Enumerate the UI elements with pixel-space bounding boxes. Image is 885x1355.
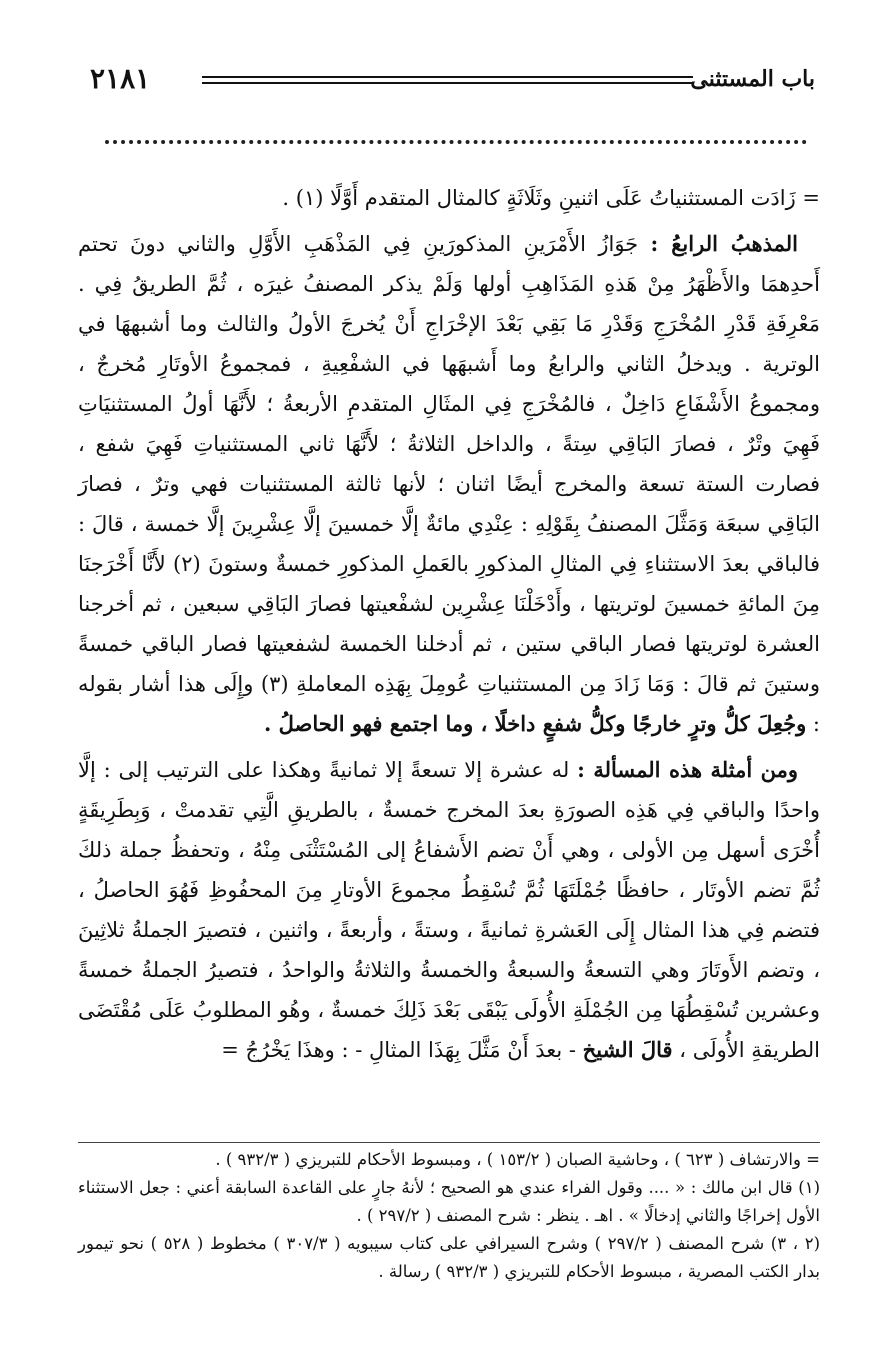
paragraph-heading: ومن أمثلة هذه المسألة : [577,757,799,782]
main-text [78,178,820,1076]
page-header [90,62,815,98]
footnote-2-3: (٢ ، ٣) شرح المصنف ( ٢٩٧/٢ ) وشرح السيرافي على كتاب سيبويه ( ٣٠٧/٣ ) مخطوط ( ٥٢٨ ) نحو تيمور بدار الكتب المصرية ، مبسوط الأحكام للتبريزي ( ٩٣٢/٣ ) رسالة . [78,1234,820,1281]
footnote-1: (١) قال ابن مالك : « .... وقول الفراء عندي هو الصحيح ؛ لأنهُ جارٍ على القاعدة السابقة أعني : جعل الاستثناء الأول إخراجًا والثاني إدخالًا » . اهـ . ينظر : شرح المصنف ( ٢٩٧/٢ ) . [78,1178,820,1225]
paragraph-text: له عشرة إلا تسعةً إلا ثمانيةً وهكذا على الترتيب إلى : إلَّا واحدًا والباقي فِي هَذِه الصورَةِ بعدَ المخرج خمسةٌ ، بالطريقِ الَّتِي تقدمتْ ، وَبِطَرِيقَةٍ أُخْرَى أسهل مِن الأولى ، وهي أَنْ تضم الأَشفاعُ إلى المُسْتَثْنَى مِنْهُ ، وتحفظُ جملة ذلكَ ثُمَّ تضم الأوتَار ، حافظًا جُمْلَتَهَا ثُمَّ تُسْقِطُ مجموعَ الأوتارِ مِنَ المحفُوظِ فَهُوَ الحاصلُ ، فتضم فِي هذا المثال إِلَى العَشرةِ ثمانيةً ، وستةً ، وأربعةً ، واثنين ، فتصيرَ الجملةُ ثلاثِينَ ، وتضم الأَوتَارَ وهي التسعةُ والسبعةُ والخمسةُ والثلاثةُ والواحدُ ، فتصيرُ الجملةُ خمسةً وعشرين تُسْقِطُهَا مِن الجُمْلَةِ الأُولَى يَبْقَى بَعْدَ ذَلِكَ خمسةٌ ، وهُو المطلوبُ عَلَى مُقْتَضَى الطريقةِ الأُولَى ، [78,758,820,1062]
header-double-rule [202,76,693,84]
sheikh-label: قالَ الشيخ [582,1037,673,1062]
page-number: ٢١٨١ [90,62,151,95]
footnotes [78,1146,820,1286]
footnote-continuation: = والارتشاف ( ٦٢٣ ) ، وحاشية الصبان ( ١٥٣/٢ ) ، ومبسوط الأحكام للتبريزي ( ٩٣٢/٣ ) . [215,1150,820,1169]
chapter-title: باب المستثنى [690,66,815,92]
footnote-divider [78,1142,820,1143]
paragraph-text: جَوَازُ الأَمْرَينِ المذكورَينِ فِي المَذْهَبِ الأَوَّلِ والثاني دونَ تحتم أَحدِهمَا والأَظْهَرُ مِنْ هَذهِ المَذَاهِبِ أولها وَلَمْ يذكر المصنفُ غيرَه ، ثُمَّ الطريقُ فِي . مَعْرِفَةِ قَدْرِ المُخْرَجِ وَقَدْرِ مَا بَقِي بَعْدَ الإخْرَاجِ أَنْ يُخرجَ الأولُ والثالث وما أشبههَا في الوترية . ويدخلُ الثاني والرابعُ وما أَشبهَها في الشفْعِيةِ ، فمجموعُ الأوتَارِ مُخرجٌ ، ومجموعُ الأَشْفَاعِ دَاخِلٌ ، فالمُخْرَجِ فِي المثَالِ المتقدمِ الأربعةُ ؛ لأَنَّهَا أولُ المستثنيَاتِ فَهِيَ وتْرٌ ، فصارَ البَاقِي سِتةً ، والداخل الثلاثةُ ؛ لأَنَّهَا ثاني المستثنياتِ فَهِيَ شفع ، فصارت الستة تسعة والمخرج أيضًا اثنان ؛ لأنها ثالثة المستثنيات فهي وترٌ ، فصارَ البَاقِي سبعَة وَمَثَّلَ المصنفُ بِقَوْلِهِ : عِنْدِي مائةٌ إلَّا خمسينَ إلَّا عِشْرِينَ إلَّا خمسة ، قالَ : فالباقي بعدَ الاستثناءِ فِي المثالِ المذكورِ بالعَملِ المذكورِ خمسةٌ وستونَ (٢) لأَنَّا أَخْرَجنَا مِنَ المائةِ خمسينَ لوتريتها ، وأَدْخَلْنَا عِشْرِين لشفْعيتها فصارَ البَاقِي سبعين ، ثم أخرجنا العشرة لوتريتها فصار الباقي ستين ، ثم أدخلنا الخمسة لشفعيتها فصار الباقي خمسةً وستينَ ثم قالَ : وَمَا زَادَ مِن المستثنياتِ عُومِلَ بِهَذِه المعاملةِ (٣) وإِلَى هذا أشار بقوله : [78,232,821,736]
verse-quote: وجُعِلَ كلُّ وترٍ خارجًا وكلُّ شفعٍ داخلًا ، وما اجتمع فهو الحاصلُ . [263,711,807,736]
paragraph-examples [78,750,820,1070]
continuation-paragraph: = زَادَت المستثنياتُ عَلَى اثنينِ وثَلَاثَةٍ كالمثال المتقدم أَوَّلًا (١) . [282,186,820,210]
paragraph-fourth-doctrine [78,224,820,744]
paragraph-heading: المذهبُ الرابعُ : [650,231,798,256]
paragraph-text-end: - بعدَ أَنْ مَثَّلَ بِهَذَا المثالِ - : وهذَا يَخْرُجُ = [221,1038,576,1062]
dotted-separator [105,140,807,148]
